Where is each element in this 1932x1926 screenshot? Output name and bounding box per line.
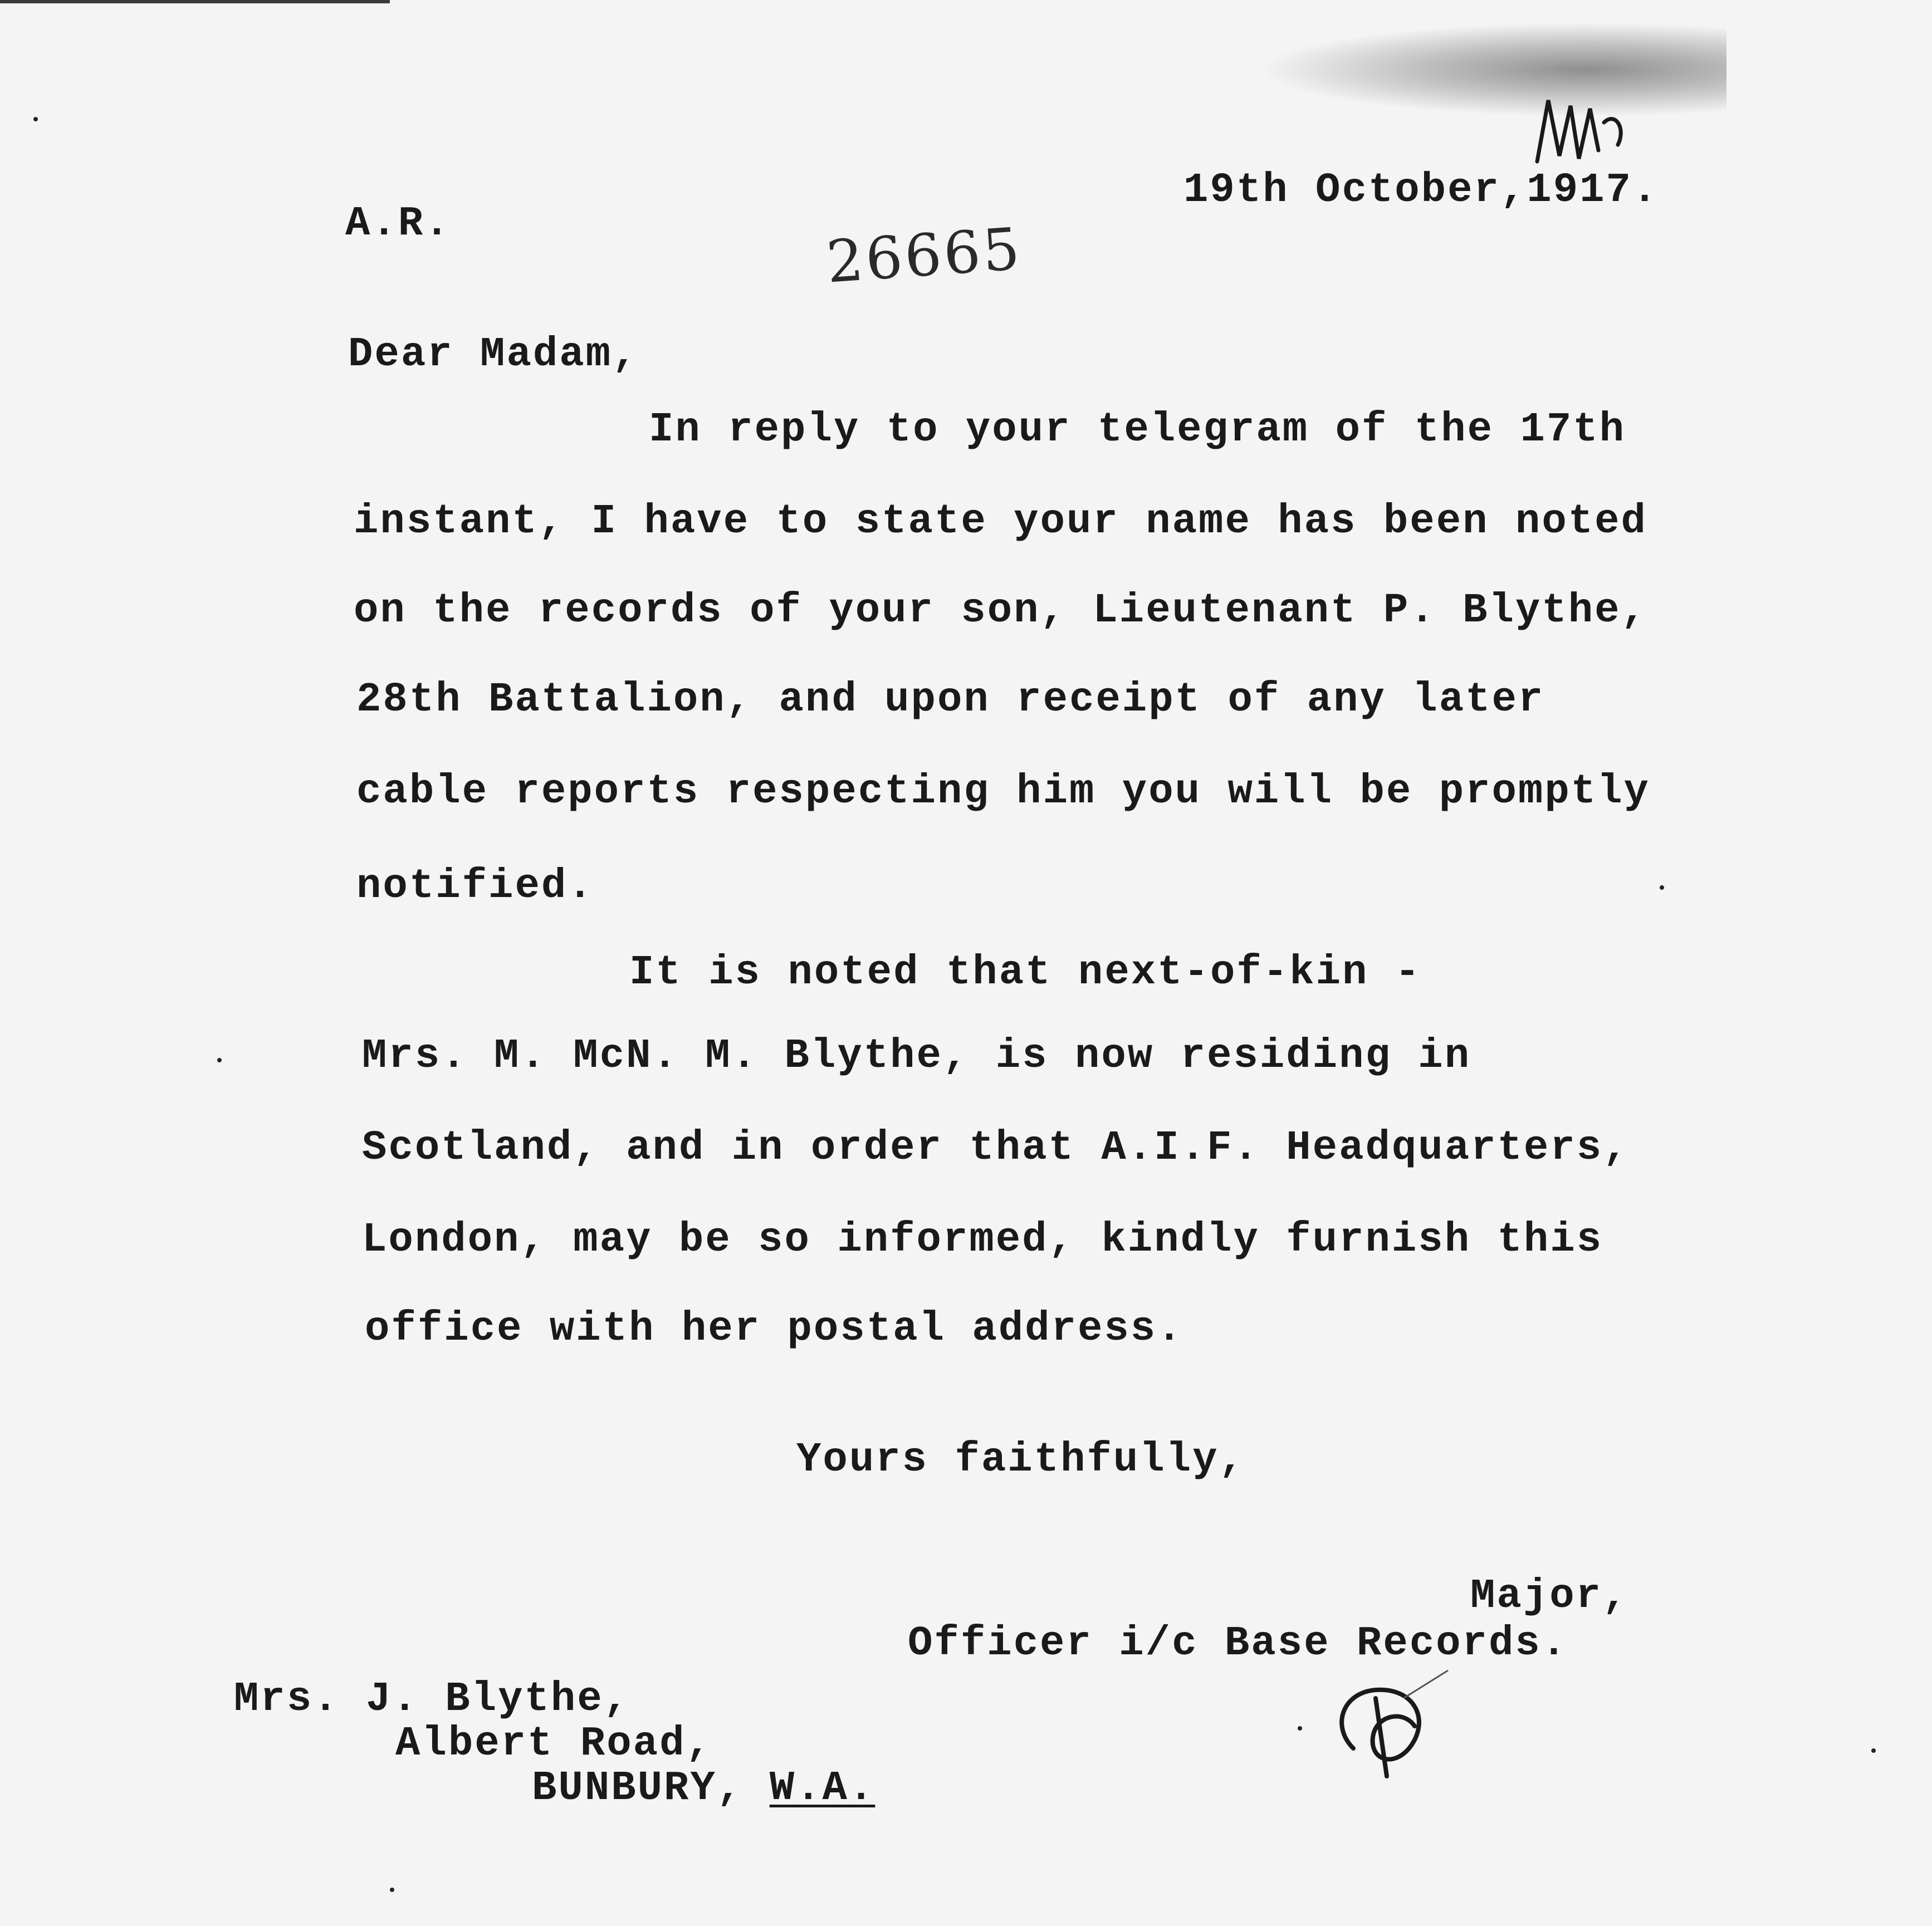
body-line-6: notified.: [356, 863, 594, 910]
body-line-1: In reply to your telegram of the 17th: [649, 406, 1626, 453]
body-line-10: London, may be so informed, kindly furnish this: [362, 1217, 1603, 1263]
addressee-street: Albert Road,: [395, 1721, 712, 1767]
reference-code: A.R.: [345, 200, 451, 247]
body-line-9: Scotland, and in order that A.I.F. Headquarters,: [362, 1125, 1630, 1172]
signatory-title: Officer i/c Base Records.: [908, 1620, 1568, 1667]
handwritten-initials: [1526, 89, 1637, 173]
addressee-name: Mrs. J. Blythe,: [234, 1676, 630, 1723]
speck: [390, 1888, 394, 1892]
signature: [1320, 1665, 1454, 1787]
speck: [217, 1058, 222, 1062]
speck: [1298, 1726, 1302, 1731]
body-line-4: 28th Battalion, and upon receipt of any later: [356, 677, 1545, 723]
address-state: W.A.: [769, 1765, 875, 1812]
body-line-3: on the records of your son, Lieutenant P. Blythe,: [354, 587, 1647, 634]
closing: Yours faithfully,: [796, 1437, 1245, 1483]
addressee-town: [532, 1765, 875, 1812]
body-line-11: office with her postal address.: [365, 1306, 1183, 1352]
speck: [1660, 885, 1664, 890]
salutation: Dear Madam,: [348, 331, 639, 378]
signatory-rank: Major,: [1470, 1573, 1629, 1620]
ink-smudge: [1259, 22, 1726, 117]
address-town-text: BUNBURY,: [532, 1765, 744, 1812]
speck: [1871, 1748, 1876, 1753]
speck: [33, 117, 38, 121]
body-line-7: It is noted that next-of-kin -: [629, 949, 1422, 996]
file-number-stamp: 26665: [824, 214, 1024, 296]
letter-date: 19th October,1917.: [1183, 167, 1659, 214]
body-line-2: instant, I have to state your name has been noted: [354, 498, 1647, 545]
scan-edge: [0, 0, 390, 3]
body-line-5: cable reports respecting him you will be promptly: [356, 768, 1650, 815]
body-line-8: Mrs. M. McN. M. Blythe, is now residing in: [362, 1033, 1471, 1080]
